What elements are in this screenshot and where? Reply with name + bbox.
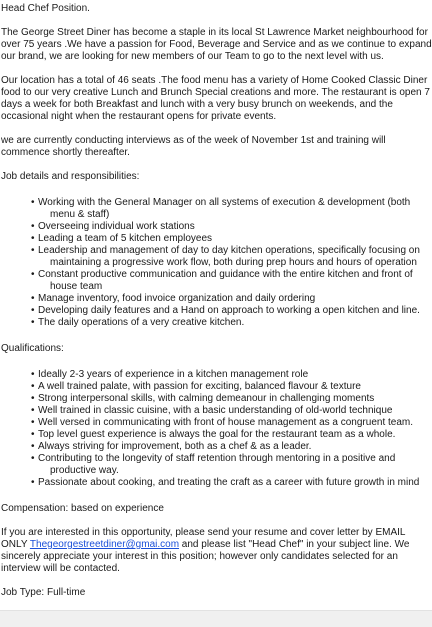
job-type-line: Job Type: Full-time (1, 587, 86, 598)
list-item: • Constant productive communication and guidance with the entire kitchen and front of house team (31, 269, 432, 293)
qualifications-heading: Qualifications: (1, 343, 64, 354)
posting-title: Head Chef Position. (1, 3, 90, 14)
application-instructions: If you are interested in this opportunity, please send your resume and cover letter by EMAIL ONLY Thegeorgestreetdiner@gmai.com and please list "Head Chef" in your subject line. We sincerely appreciate your interest in this position; however only candidates selected for an interview will be contacted. (1, 527, 410, 574)
job-details-heading: Job details and responsibilities: (1, 171, 140, 182)
list-item: • Working with the General Manager on all systems of execution & development (both menu & staff) (31, 197, 432, 221)
list-item: • Overseeing individual work stations (31, 221, 432, 233)
list-item: • Manage inventory, food invoice organization and daily ordering (31, 293, 432, 305)
list-item: • A well trained palate, with passion for exciting, balanced flavour & texture (31, 381, 432, 393)
list-item: • Leading a team of 5 kitchen employees (31, 233, 432, 245)
qualifications-list (1, 369, 432, 489)
page-bottom-bar (0, 610, 432, 627)
job-details-list (1, 197, 432, 329)
list-item: • The daily operations of a very creative kitchen. (31, 317, 432, 329)
list-item: • Well trained in classic cuisine, with a basic understanding of old-world technique (31, 405, 432, 417)
list-item: • Well versed in communicating with front of house management as a congruent team. (31, 417, 432, 429)
list-item: • Leadership and management of day to day kitchen operations, specifically focusing on maintaining a progressive work flow, both during prep hours and hours of operation (31, 245, 432, 269)
list-item: • Passionate about cooking, and treating the craft as a career with future growth in mind (31, 477, 432, 489)
list-item: • Strong interpersonal skills, with calming demeanour in challenging moments (31, 393, 432, 405)
intro-paragraph-3: we are currently conducting interviews as of the week of November 1st and training will commence shortly thereafter. (1, 135, 386, 158)
intro-paragraph-1: The George Street Diner has become a staple in its local St Lawrence Market neighbourhood for over 75 years .We have a passion for Food, Beverage and Service and as we continue to expand our brand, we are looking for new members of our Team to go to the next level with us. (1, 27, 432, 62)
intro-paragraph-2: Our location has a total of 46 seats .The food menu has a variety of Home Cooked Classic Diner food to our very creative Lunch and Brunch Special creations and more. The restaurant is open 7 days a week for both Breakfast and lunch with a very busy brunch on weekends, and the occasional night when the restaurant opens for private events. (1, 75, 430, 122)
list-item: • Contributing to the longevity of staff retention through mentoring in a positive and productive way. (31, 453, 432, 477)
list-item: • Developing daily features and a Hand on approach to working a open kitchen and line. (31, 305, 432, 317)
list-item: • Always striving for improvement, both as a chef & as a leader. (31, 441, 432, 453)
email-link[interactable]: Thegeorgestreetdiner@gmai.com (29, 539, 180, 550)
compensation-line: Compensation: based on experience (1, 503, 164, 514)
list-item: • Ideally 2-3 years of experience in a kitchen management role (31, 369, 432, 381)
list-item: • Top level guest experience is always the goal for the restaurant team as a whole. (31, 429, 432, 441)
